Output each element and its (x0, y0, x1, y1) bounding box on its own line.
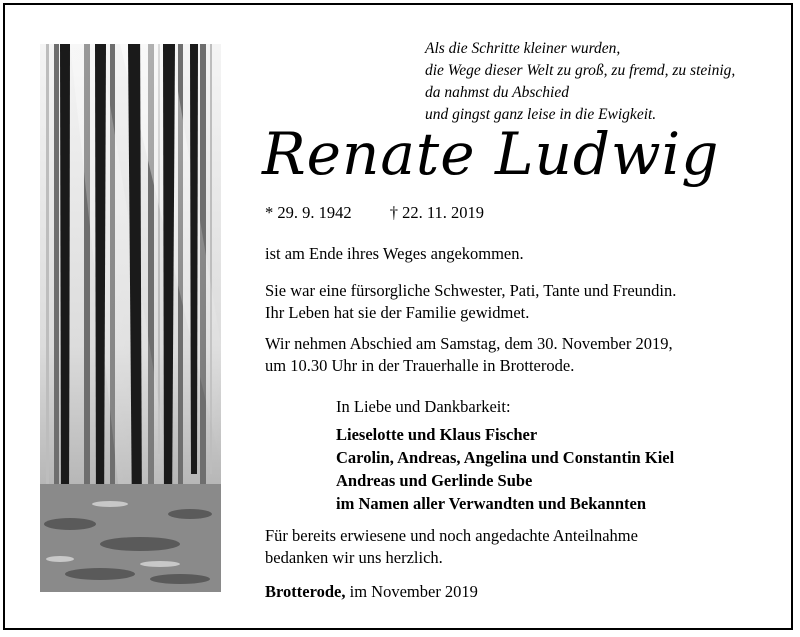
farewell-paragraph (265, 333, 673, 377)
paragraph-line: Sie war eine fürsorgliche Schwester, Pati, Tante und Freundin. (265, 281, 677, 300)
intro-line: ist am Ende ihres Weges angekommen. (265, 244, 524, 263)
poem (425, 38, 785, 126)
forest-photo (40, 44, 221, 592)
paragraph-line: um 10.30 Uhr in der Trauerhalle in Brotterode. (265, 356, 575, 375)
paragraph-line: Für bereits erwiesene und noch angedachte Anteilnahme (265, 526, 638, 545)
mourners-list (336, 423, 674, 515)
paragraph-line: Ihr Leben hat sie der Familie gewidmet. (265, 303, 530, 322)
mourner-line: Carolin, Andreas, Angelina und Constantin Kiel (336, 448, 675, 467)
thanks-intro: In Liebe und Dankbarkeit: (336, 397, 511, 416)
signature-line (265, 582, 478, 602)
character-paragraph (265, 280, 676, 324)
place: Brotterode, (265, 582, 346, 601)
life-dates (265, 203, 484, 223)
mourner-line: im Namen aller Verwandten und Bekannten (336, 494, 647, 513)
paragraph-line: bedanken wir uns herzlich. (265, 548, 443, 567)
poem-line: die Wege dieser Welt zu groß, zu fremd, zu steinig, (425, 62, 736, 79)
death-date: † 22. 11. 2019 (389, 203, 485, 222)
mourner-line: Andreas und Gerlinde Sube (336, 471, 533, 490)
deceased-name: Renate Ludwig (262, 120, 720, 188)
poem-line: Als die Schritte kleiner wurden, (425, 40, 621, 57)
condolence-paragraph (265, 525, 638, 569)
poem-line: und gingst ganz leise in die Ewigkeit. (425, 106, 657, 123)
poem-line: da nahmst du Abschied (425, 84, 569, 101)
mourner-line: Lieselotte und Klaus Fischer (336, 425, 538, 444)
birth-date: * 29. 9. 1942 (265, 203, 352, 222)
paragraph-line: Wir nehmen Abschied am Samstag, dem 30. November 2019, (265, 334, 673, 353)
date: im November 2019 (349, 582, 478, 601)
